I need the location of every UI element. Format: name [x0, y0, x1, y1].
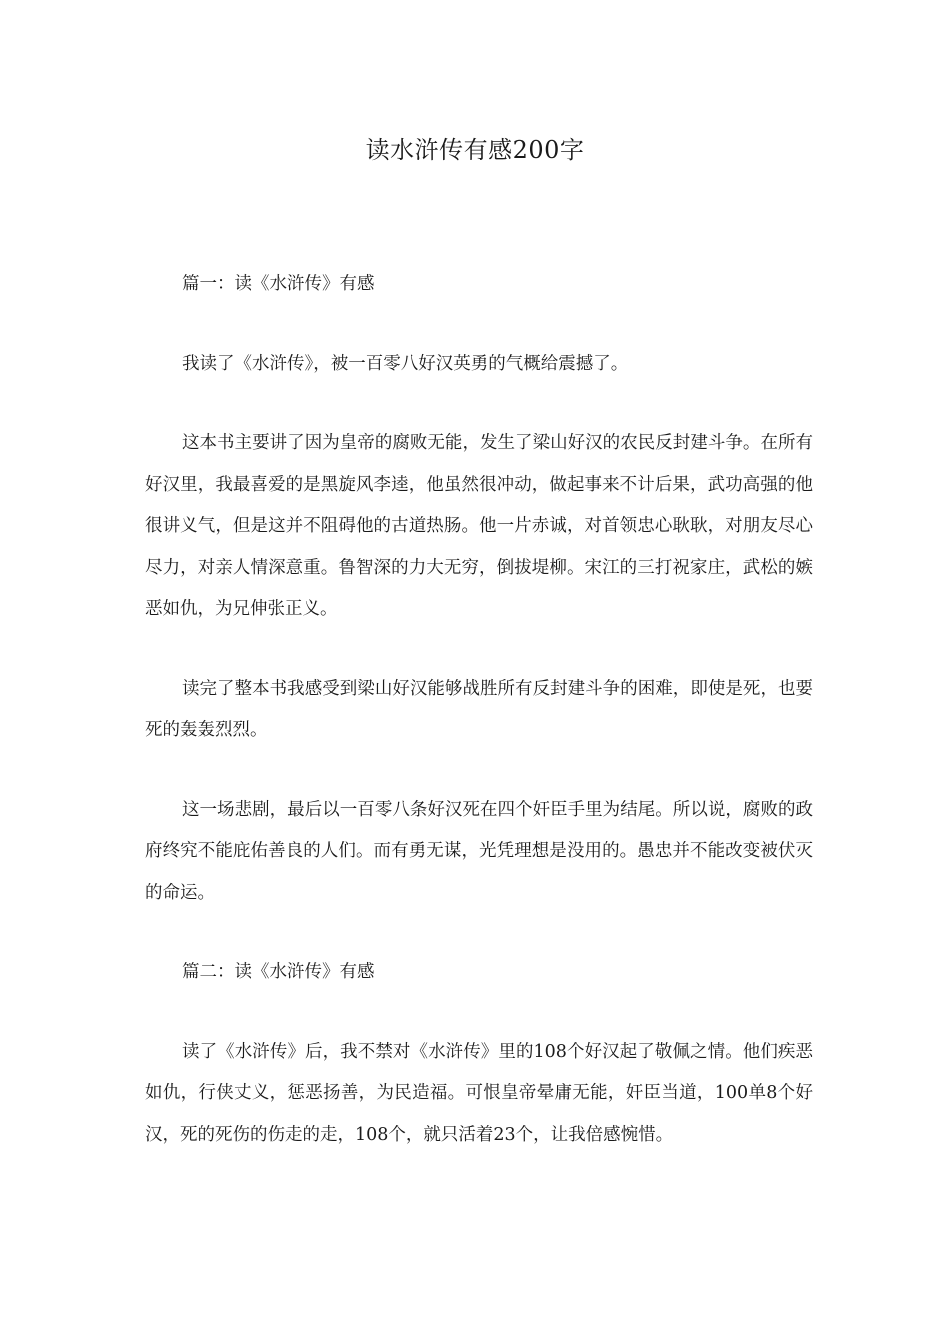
- section-heading-2: 篇二：读《水浒传》有感: [182, 962, 375, 982]
- paragraph: 这本书主要讲了因为皇帝的腐败无能，发生了梁山好汉的农民反封建斗争。在所有好汉里，我最喜爱的是黑旋风李逵，他虽然很冲动，做起事来不计后果，武功高强的他很讲义气，但是这并不阻碍他的古道热肠。他一片赤诚，对首领忠心耿耿，对朋友尽心尽力，对亲人情深意重。鲁智深的力大无穷，倒拔堤柳。宋江的三打祝家庄，武松的嫉恶如仇，为兄伸张正义。: [145, 433, 813, 619]
- paragraph: 我读了《水浒传》，被一百零八好汉英勇的气概给震撼了。: [182, 353, 629, 374]
- document-body: [145, 264, 813, 1156]
- document-title: 读水浒传有感200字: [365, 136, 585, 164]
- paragraph: 这一场悲剧，最后以一百零八条好汉死在四个奸臣手里为结尾。所以说，腐败的政府终究不能庇佑善良的人们。而有勇无谋，光凭理想是没用的。愚忠并不能改变被伏灭的命运。: [145, 799, 813, 903]
- paragraph: 读完了整本书我感受到梁山好汉能够战胜所有反封建斗争的困难，即使是死，也要死的轰轰烈烈。: [145, 678, 813, 740]
- section-heading-1: 篇一：读《水浒传》有感: [182, 274, 375, 294]
- paragraph: 读了《水浒传》后，我不禁对《水浒传》里的108个好汉起了敬佩之情。他们疾恶如仇，行侠丈义，惩恶扬善，为民造福。可恨皇帝晕庸无能，奸臣当道，100单8个好汉，死的死伤的伤走的走，108个，就只活着23个，让我倍感惋惜。: [145, 1041, 813, 1145]
